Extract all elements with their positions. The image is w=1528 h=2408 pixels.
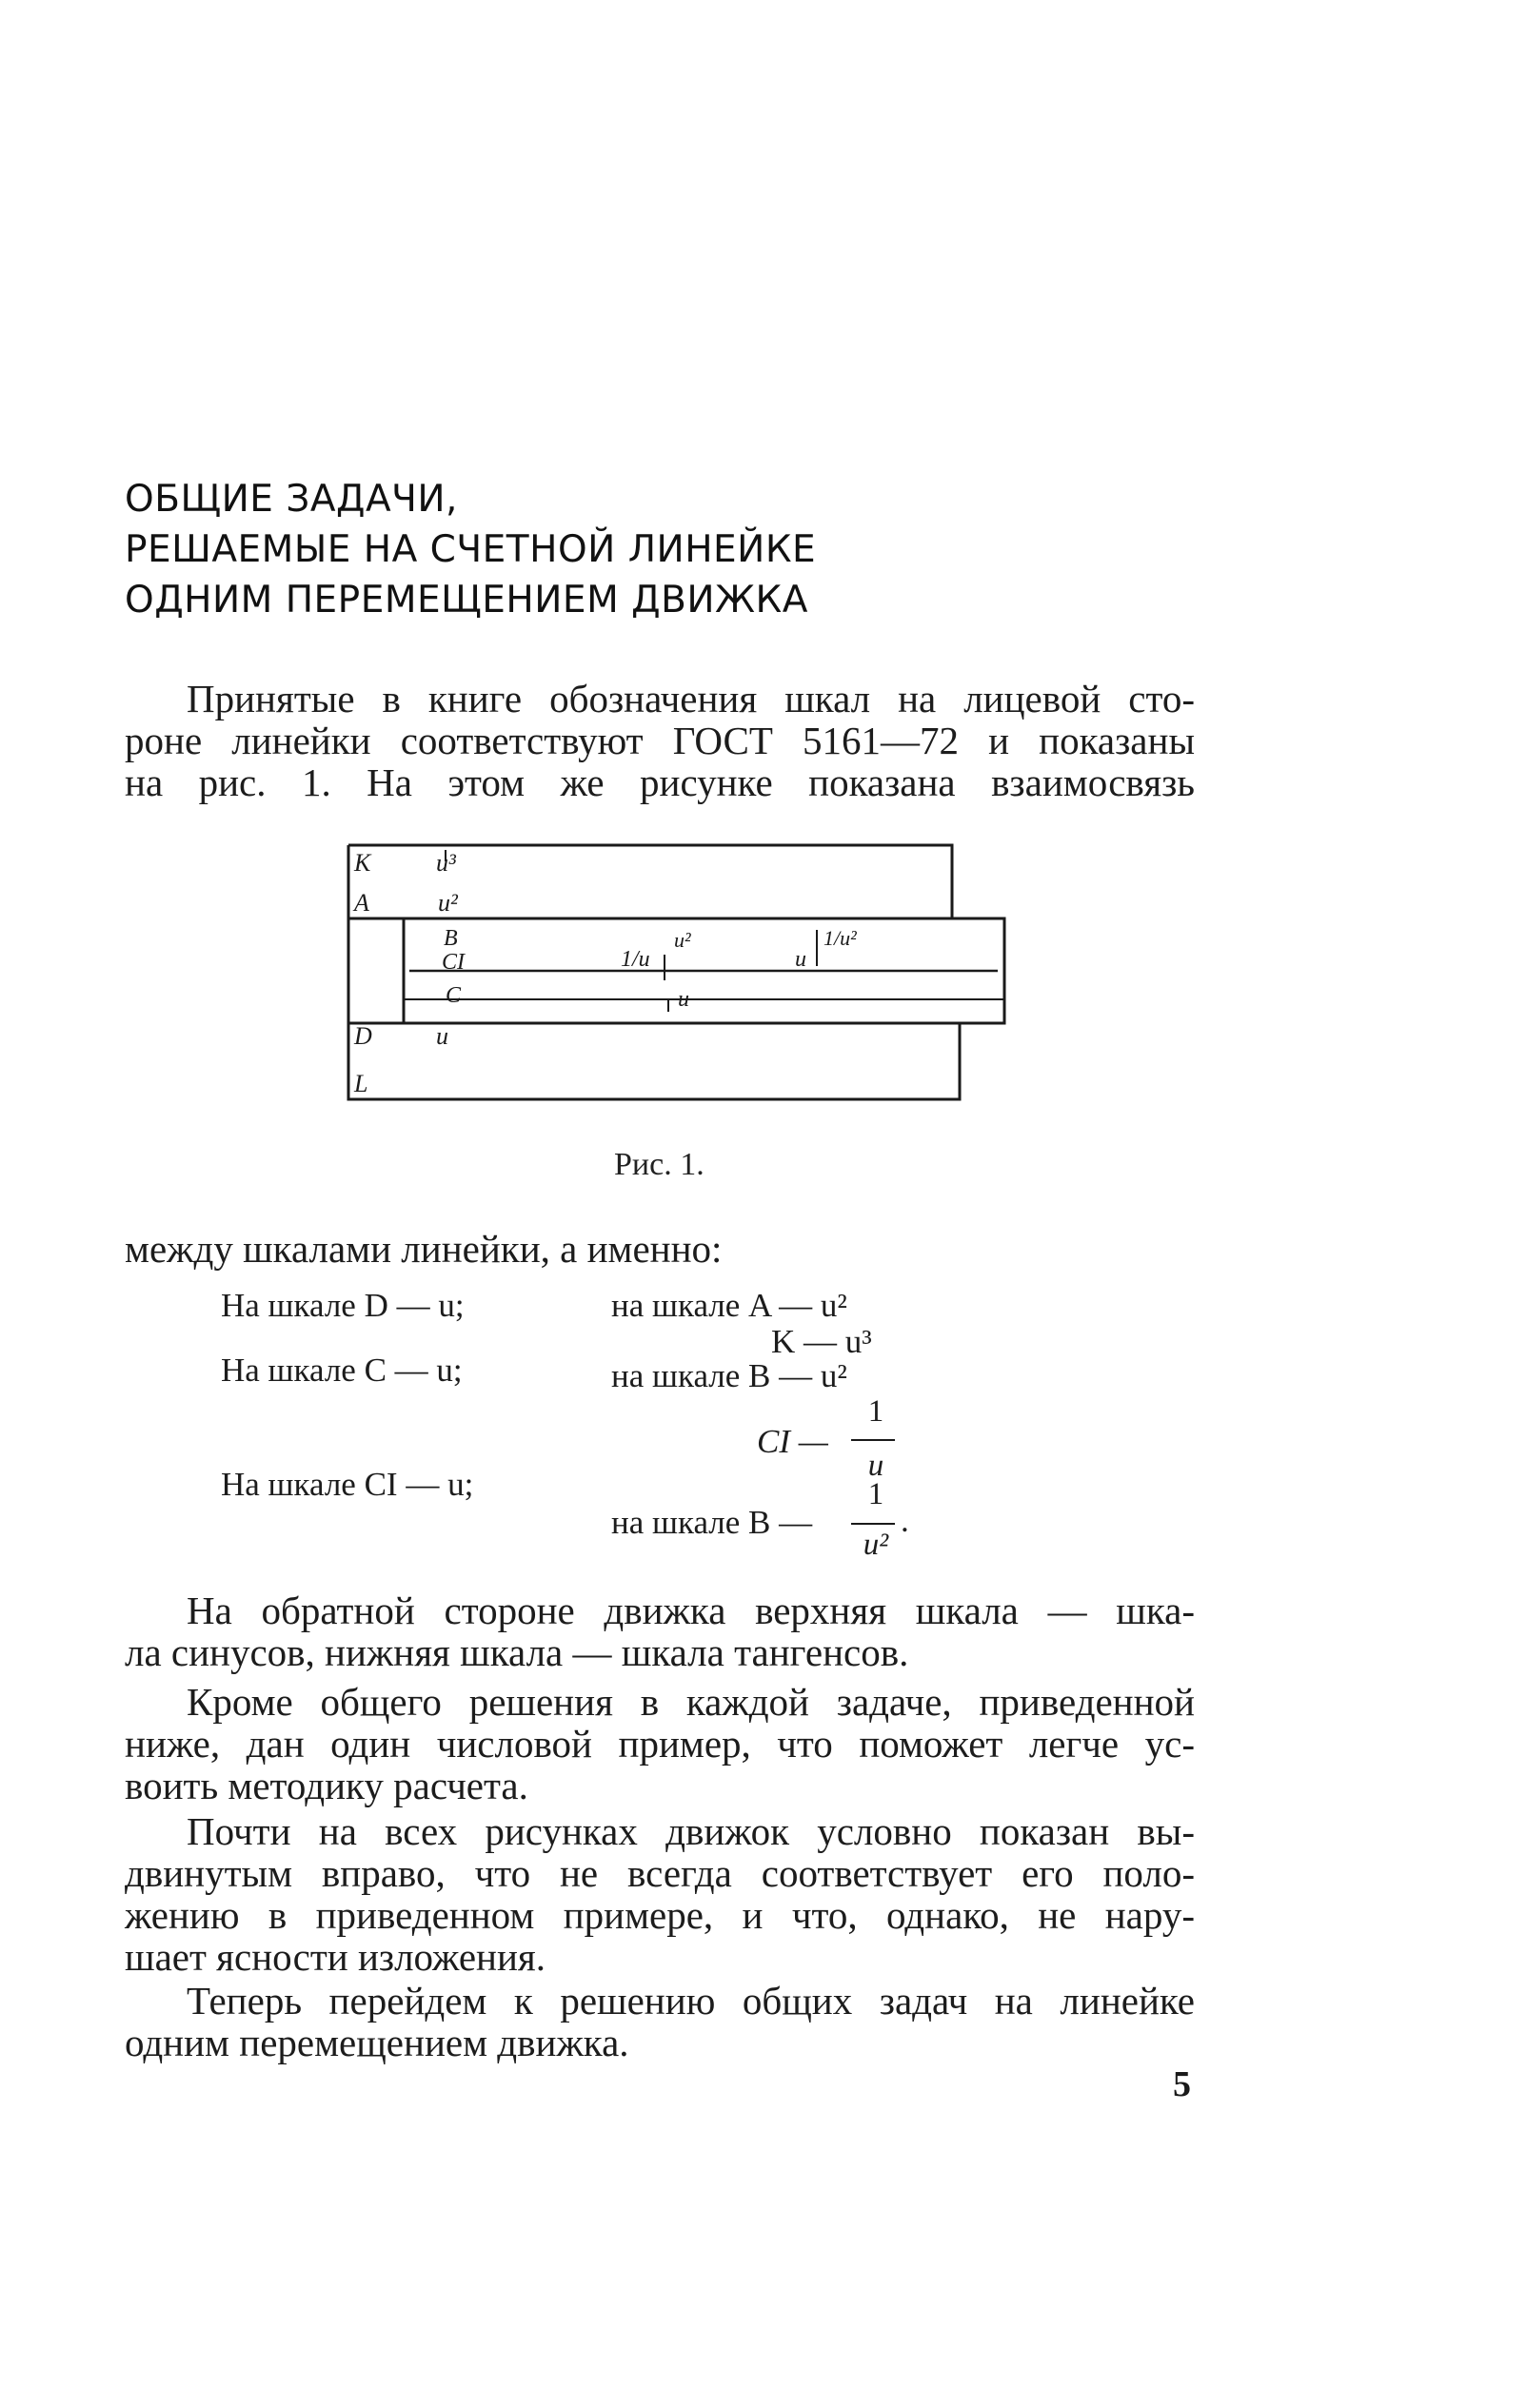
- label-c: C: [446, 983, 462, 1008]
- between-line: между шкалами линейки, а именно:: [125, 1227, 723, 1271]
- page-number: 5: [1173, 2064, 1191, 2104]
- back-side-paragraph: [125, 1589, 1195, 1673]
- rule-body-bottom: [348, 845, 960, 1099]
- mark-b-u-right: u: [795, 947, 806, 972]
- pictures-line-2: двинутым вправо, что не всегда соответствует его поло-: [125, 1851, 1195, 1895]
- next-paragraph: [125, 1980, 1195, 2063]
- formula-right-4-prefix: на шкале B —: [611, 1504, 813, 1541]
- formula-right-1: на шкале A — u²: [611, 1287, 847, 1324]
- back-line-1: На обратной стороне движка верхняя шкала — шка-: [187, 1589, 1195, 1632]
- formula-ci-denominator: u: [867, 1449, 884, 1483]
- intro-line-3: на рис. 1. На этом же рисунке показана взаимосвязь: [125, 760, 1195, 804]
- heading-line-1: ОБЩИЕ ЗАДАЧИ,: [125, 478, 458, 521]
- mark-d-u: u: [436, 1022, 448, 1050]
- heading-line-2: РЕШАЕМЫЕ НА СЧЕТНОЙ ЛИНЕЙКЕ: [125, 528, 817, 571]
- label-a: A: [354, 889, 369, 917]
- formula-ci-fraction-bar: [851, 1439, 895, 1441]
- formula-right-1b: K — u³: [771, 1323, 872, 1360]
- label-d: D: [354, 1022, 372, 1050]
- formula-left-2: На шкале C — u;: [221, 1352, 463, 1389]
- intro-line-2: роне линейки соответствуют ГОСТ 5161—72 и показаны: [125, 719, 1195, 762]
- formula-b-denominator: u²: [863, 1528, 889, 1562]
- mark-ci-1u: 1/u: [621, 947, 650, 972]
- intro-line-1: Принятые в книге обозначения шкал на лицевой сто-: [187, 677, 1195, 720]
- formula-b-end: .: [901, 1502, 909, 1539]
- label-k: K: [354, 849, 371, 877]
- next-line-2: одним перемещением движка.: [125, 2021, 629, 2064]
- solution-line-3: воить методику расчета.: [125, 1764, 528, 1807]
- pictures-line-3: жению в приведенном примере, и что, однако, не нару-: [125, 1893, 1195, 1937]
- mark-b-u2: u²: [674, 928, 691, 952]
- mark-c-u: u: [678, 987, 689, 1012]
- formula-left-1: На шкале D — u;: [221, 1287, 465, 1324]
- formula-ci-numerator: 1: [867, 1394, 884, 1429]
- solution-line-2: ниже, дан один числовой пример, что поможет легче ус-: [125, 1722, 1195, 1766]
- figure-caption: Рис. 1.: [614, 1147, 704, 1182]
- pictures-paragraph: [125, 1810, 1195, 1978]
- mark-a-u2: u²: [438, 889, 458, 917]
- label-ci: CI: [442, 950, 465, 975]
- mark-b-1u2: 1/u²: [824, 926, 857, 950]
- solution-line-1: Кроме общего решения в каждой задаче, приведенной: [187, 1680, 1195, 1724]
- formula-b-numerator: 1: [867, 1477, 884, 1511]
- label-b: B: [444, 926, 458, 951]
- formula-ci-prefix: CI —: [757, 1423, 828, 1460]
- intro-paragraph: [125, 678, 1195, 803]
- pictures-line-4: шает ясности изложения.: [125, 1935, 546, 1979]
- pictures-line-1: Почти на всех рисунках движок условно показан вы-: [187, 1809, 1195, 1853]
- heading-line-3: ОДНИМ ПЕРЕМЕЩЕНИЕМ ДВИЖКА: [125, 579, 808, 622]
- formula-left-3: На шкале CI — u;: [221, 1466, 474, 1503]
- solution-paragraph: [125, 1681, 1195, 1806]
- next-line-1: Теперь перейдем к решению общих задач на линейке: [187, 1979, 1195, 2023]
- formula-right-2: на шкале B — u²: [611, 1357, 847, 1394]
- mark-k-u3: u³: [436, 849, 456, 877]
- formula-b-fraction-bar: [851, 1523, 895, 1525]
- slide-rule-figure: [343, 842, 1019, 1109]
- back-line-2: ла синусов, нижняя шкала — шкала тангенсов.: [125, 1630, 909, 1674]
- between-paragraph: [125, 1228, 1195, 1270]
- label-l: L: [354, 1070, 368, 1097]
- section-heading: [125, 474, 1077, 625]
